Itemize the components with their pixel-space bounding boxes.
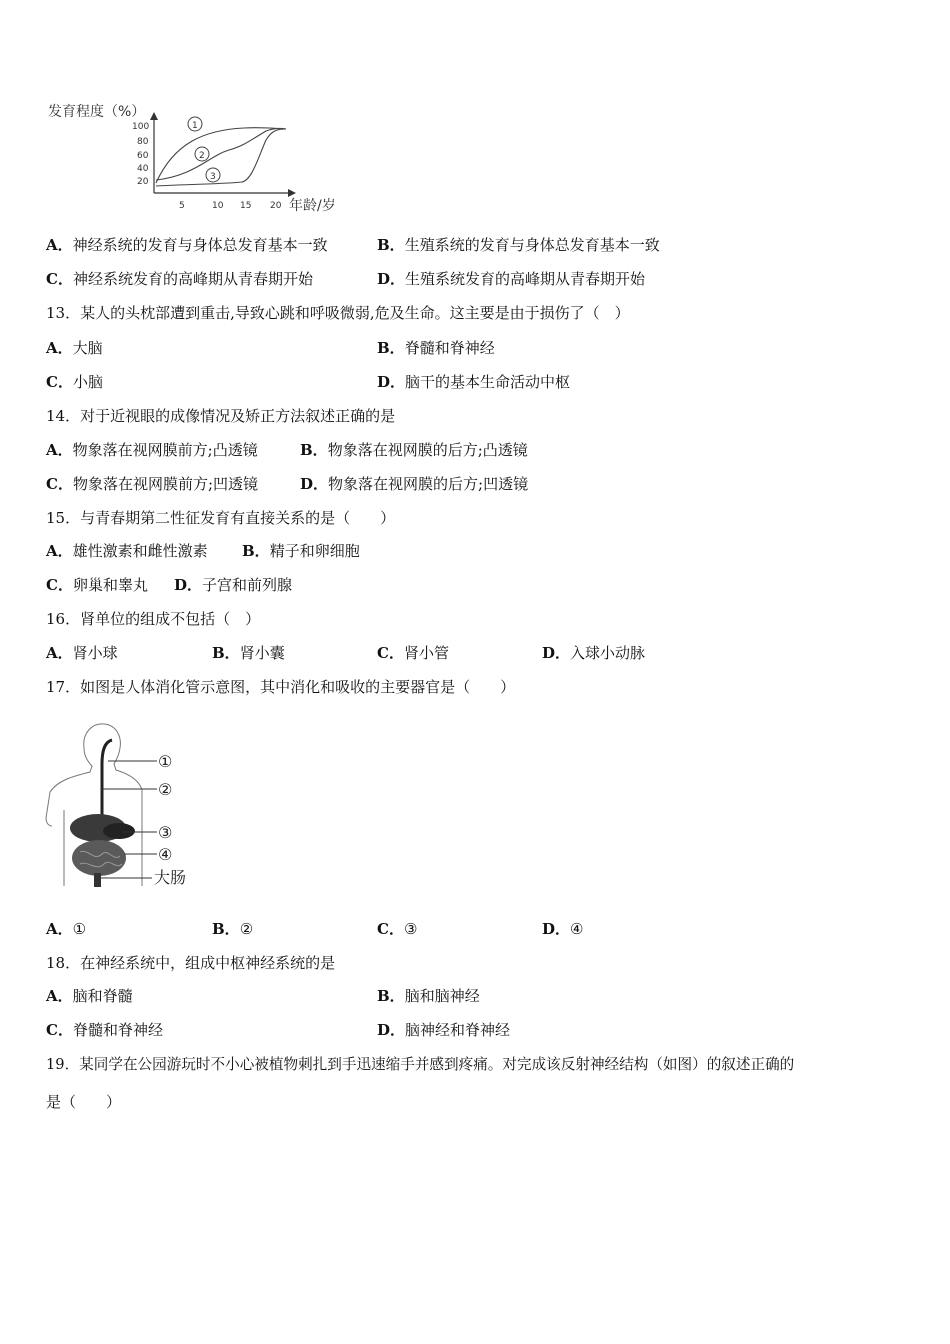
growth-chart-xlabel: 年龄/岁 — [289, 198, 336, 214]
option-text: 脑神经和脊神经 — [405, 1021, 511, 1039]
option-letter: C． — [46, 1021, 73, 1039]
q13-option-a — [46, 338, 103, 358]
option-text: 大脑 — [72, 339, 103, 357]
option-text: 物象落在视网膜前方;凹透镜 — [72, 475, 259, 493]
ytick: 60 — [137, 151, 149, 161]
svg-text:1: 1 — [192, 121, 198, 131]
q13-option-d — [377, 372, 570, 392]
q15-option-b — [242, 541, 360, 561]
x-axis-arrow — [288, 189, 296, 197]
option-letter: C． — [46, 475, 73, 493]
option-letter: A． — [46, 987, 73, 1005]
option-text: 物象落在视网膜的后方;凹透镜 — [328, 475, 529, 493]
q16-option-c — [377, 643, 449, 663]
q17-stem: 17．如图是人体消化管示意图，其中消化和吸收的主要器官是（ ） — [46, 678, 516, 696]
svg-text:2: 2 — [199, 151, 205, 161]
option-letter: C． — [377, 644, 404, 662]
q14-stem: 14．对于近视眼的成像情况及矫正方法叙述正确的是 — [46, 407, 396, 425]
xtick: 15 — [240, 201, 252, 211]
option-letter: B． — [300, 441, 328, 459]
ytick: 100 — [132, 122, 150, 132]
q16-stem: 16．肾单位的组成不包括（ ） — [46, 610, 261, 628]
option-letter: C． — [46, 576, 73, 594]
option-letter: D． — [542, 644, 571, 662]
option-text: 物象落在视网膜前方;凸透镜 — [72, 441, 258, 459]
q19-stem-line1: 19．某同学在公园游玩时不小心被植物刺扎到手迅速缩手并感到疼痛。对完成该反射神经结构（如图）的叙述正确的 — [46, 1056, 795, 1073]
ytick: 20 — [137, 177, 149, 187]
q14-option-c — [46, 474, 258, 494]
xtick: 10 — [212, 201, 224, 211]
option-letter: A． — [46, 339, 73, 357]
svg-text:3: 3 — [210, 172, 216, 182]
option-text: ② — [239, 920, 254, 938]
growth-chart-figure — [44, 98, 354, 218]
option-letter: A． — [46, 644, 73, 662]
option-text: 生殖系统发育的高峰期从青春期开始 — [405, 270, 646, 288]
y-axis-arrow — [150, 112, 158, 120]
liver — [103, 823, 135, 839]
q12-option-d — [377, 269, 645, 289]
option-text: 精子和卵细胞 — [269, 542, 360, 560]
option-letter: B． — [377, 339, 405, 357]
option-letter: B． — [212, 644, 240, 662]
q16-option-a — [46, 643, 118, 663]
option-text: 脑和脊髓 — [72, 987, 133, 1005]
q19-stem-line2: 是（ ） — [46, 1093, 122, 1111]
option-text: 肾小囊 — [239, 644, 285, 662]
option-text: 脑和脑神经 — [404, 987, 480, 1005]
q12-option-a — [46, 235, 328, 255]
q15-stem: 15．与青春期第二性征发育有直接关系的是（ ） — [46, 509, 396, 527]
option-text: 小脑 — [72, 373, 103, 391]
figure-label-large-intestine: 大肠 — [154, 868, 187, 887]
option-letter: A． — [46, 441, 73, 459]
q15-option-d — [174, 575, 292, 595]
option-letter: D． — [542, 920, 571, 938]
option-text: 神经系统发育的高峰期从青春期开始 — [72, 270, 313, 288]
ytick: 80 — [137, 137, 149, 147]
q14-option-a — [46, 440, 258, 460]
option-text: 入球小动脉 — [570, 644, 646, 662]
option-letter: D． — [377, 270, 406, 288]
option-letter: C． — [377, 920, 404, 938]
option-letter: A． — [46, 542, 73, 560]
option-text: 脑干的基本生命活动中枢 — [405, 373, 571, 391]
figure-label-1: ① — [158, 752, 173, 771]
q18-option-b — [377, 986, 480, 1006]
small-intestine — [72, 840, 126, 876]
curve-3 — [156, 129, 286, 186]
q12-option-b — [377, 235, 660, 255]
q14-option-d — [300, 474, 528, 494]
growth-chart-ylabel: 发育程度（%） — [48, 104, 146, 120]
option-text: 子宫和前列腺 — [202, 576, 293, 594]
option-letter: D． — [174, 576, 203, 594]
option-letter: B． — [377, 987, 405, 1005]
option-letter: B． — [377, 236, 405, 254]
rectum — [94, 873, 101, 887]
option-letter: B． — [242, 542, 270, 560]
option-text: 雄性激素和雌性激素 — [72, 542, 208, 560]
q13-option-c — [46, 372, 103, 392]
option-letter: D． — [300, 475, 329, 493]
option-text: 生殖系统的发育与身体总发育基本一致 — [404, 236, 660, 254]
option-text: 肾小球 — [72, 644, 118, 662]
option-letter: D． — [377, 1021, 406, 1039]
q13-stem: 13．某人的头枕部遭到重击,导致心跳和呼吸微弱,危及生命。这主要是由于损伤了（ ） — [46, 304, 630, 322]
figure-label-2: ② — [158, 780, 173, 799]
option-text: 肾小管 — [403, 644, 449, 662]
q12-option-c — [46, 269, 313, 289]
q18-option-c — [46, 1020, 163, 1040]
option-text: 神经系统的发育与身体总发育基本一致 — [72, 236, 328, 254]
option-letter: A． — [46, 236, 73, 254]
q15-option-c — [46, 575, 148, 595]
q13-option-b — [377, 338, 495, 358]
option-letter: D． — [377, 373, 406, 391]
esophagus — [102, 740, 114, 823]
q16-option-d — [542, 643, 645, 663]
option-letter: B． — [212, 920, 240, 938]
q17-option-b — [212, 919, 253, 939]
option-text: ① — [72, 920, 87, 938]
figure-label-3: ③ — [158, 823, 173, 842]
q17-option-d — [542, 919, 583, 939]
curve-1 — [156, 128, 286, 183]
option-letter: C． — [46, 270, 73, 288]
xtick: 5 — [179, 201, 185, 211]
q17-option-c — [377, 919, 417, 939]
option-text: ④ — [570, 920, 584, 938]
q17-option-a — [46, 919, 86, 939]
option-text: 脊髓和脊神经 — [404, 339, 495, 357]
option-text: 物象落在视网膜的后方;凸透镜 — [327, 441, 528, 459]
q18-stem: 18．在神经系统中，组成中枢神经系统的是 — [46, 954, 336, 972]
option-text: 卵巢和睾丸 — [72, 576, 148, 594]
q18-option-d — [377, 1020, 510, 1040]
option-letter: C． — [46, 373, 73, 391]
q18-option-a — [46, 986, 133, 1006]
digestive-tract-figure — [44, 718, 204, 893]
q14-option-b — [300, 440, 528, 460]
option-text: ③ — [403, 920, 418, 938]
ytick: 40 — [137, 164, 149, 174]
q16-option-b — [212, 643, 285, 663]
figure-label-4: ④ — [158, 845, 173, 864]
xtick: 20 — [270, 201, 282, 211]
option-text: 脊髓和脊神经 — [72, 1021, 163, 1039]
option-letter: A． — [46, 920, 73, 938]
q15-option-a — [46, 541, 208, 561]
